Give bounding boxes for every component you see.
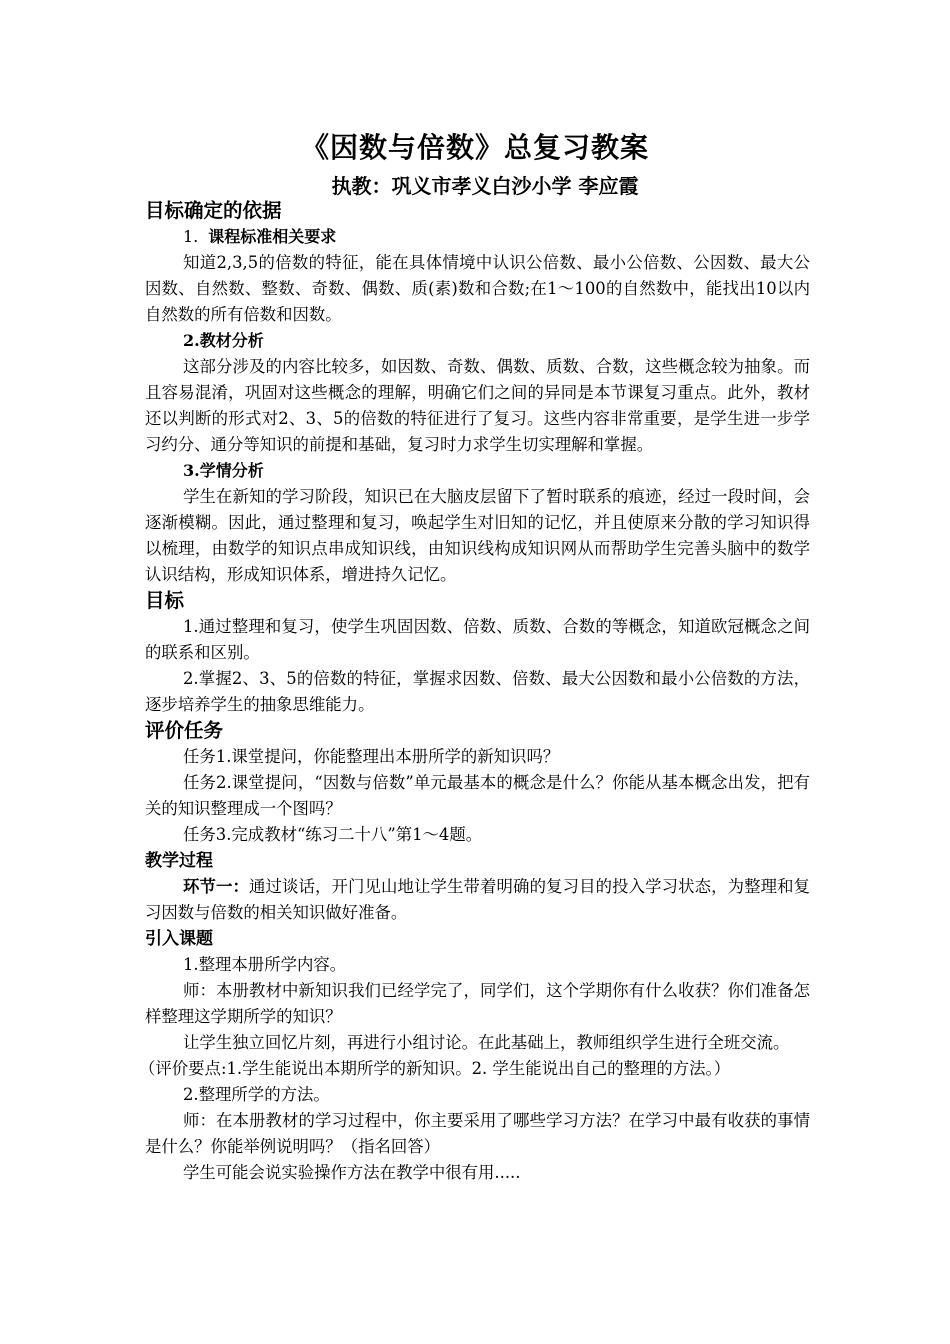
paragraph-textbook: 这部分涉及的内容比较多，如因数、奇数、偶数、质数、合数，这些概念较为抽象。而且容易混淆，巩固对这些概念的理解，明确它们之间的异同是本节课复习重点。此外，教材还以判断的形式对2、3、5的倍数的特征进行了复习。这些内容非常重要，是学生进一步学习约分、通分等知识的前提和基础，复习时力求学生切实理解和掌握。 <box>145 357 810 454</box>
section-heading-basis: 目标确定的依据 <box>145 199 282 222</box>
section-heading-evaluation: 评价任务 <box>145 719 224 742</box>
paragraph-curriculum: 知道2,3,5的倍数的特征，能在具体情境中认识公倍数、最小公倍数、公因数、最大公因数、自然数、整数、奇数、偶数、质(素)数和合数;在1～100的自然数中，能找出10以内自然数的所有倍数和因数。 <box>145 253 810 324</box>
section-heading-goals: 目标 <box>145 589 185 612</box>
stage-text: 通过谈话，开门见山地让学生带着明确的复习目的投入学习状态，为整理和复习因数与倍数的相关知识做好准备。 <box>145 877 811 922</box>
subheading-label: 课程标准相关要求 <box>208 227 337 246</box>
paragraph-task-1: 任务1.课堂提问，你能整理出本册所学的新知识吗？ <box>183 747 560 766</box>
paragraph-intro-5: 2.整理所学的方法。 <box>183 1085 330 1104</box>
paragraph-intro-2: 师：本册教材中新知识我们已经学完了，同学们，这个学期你有什么收获？你们准备怎样整理这学期所学的知识？ <box>145 981 810 1026</box>
subheading-students: 3.学情分析 <box>183 461 264 480</box>
paragraph-intro-1: 1.整理本册所学内容。 <box>183 955 347 974</box>
paragraph-task-2: 任务2.课堂提问，“因数与倍数”单元最基本的概念是什么？你能从基本概念出发，把有关的知识整理成一个图吗？ <box>145 773 810 818</box>
paragraph-intro-7: 学生可能会说实验操作方法在教学中很有用..... <box>183 1163 521 1182</box>
paragraph-stage-1 <box>145 874 810 926</box>
section-heading-process: 教学过程 <box>145 851 213 871</box>
paragraph-intro-3: 让学生独立回忆片刻，再进行小组讨论。在此基础上，教师组织学生进行全班交流。 <box>183 1033 790 1052</box>
document-body <box>139 198 811 1186</box>
document-title: 《因数与倍数》总复习教案 <box>300 131 649 164</box>
author-line: 执教：巩义市孝义白沙小学 李应霞 <box>331 174 639 198</box>
paragraph-evaluation-points: （评价要点:1.学生能说出本期所学的新知识。2. 学生能说出自己的整理的方法。） <box>139 1059 731 1078</box>
paragraph-goal-1: 1.通过整理和复习，使学生巩固因数、倍数、质数、合数的等概念，知道欧冠概念之间的联系和区别。 <box>145 617 810 662</box>
section-heading-intro: 引入课题 <box>145 929 213 949</box>
paragraph-goal-2: 2.掌握2、3、5的倍数的特征，掌握求因数、倍数、最大公因数和最小公倍数的方法，逐步培养学生的抽象思维能力。 <box>145 669 810 714</box>
subheading-textbook: 2.教材分析 <box>183 331 264 350</box>
paragraph-students: 学生在新知的学习阶段，知识已在大脑皮层留下了暂时联系的痕迹，经过一段时间，会逐渐模糊。因此，通过整理和复习，唤起学生对旧知的记忆，并且使原来分散的学习知识得以梳理，由数学的知识点串成知识线，由知识线构成知识网从而帮助学生完善头脑中的数学认识结构，形成知识体系，增进持久记忆。 <box>145 487 810 584</box>
paragraph-task-3: 任务3.完成教材“练习二十八”第1～4题。 <box>183 825 483 844</box>
subheading-number: 1. <box>183 227 199 246</box>
subheading-curriculum <box>145 224 810 250</box>
paragraph-intro-6: 师：在本册教材的学习过程中，你主要采用了哪些学习方法？在学习中最有收获的事情是什么？你能举例说明吗？（指名回答） <box>145 1111 810 1156</box>
stage-label: 环节一： <box>183 877 250 896</box>
